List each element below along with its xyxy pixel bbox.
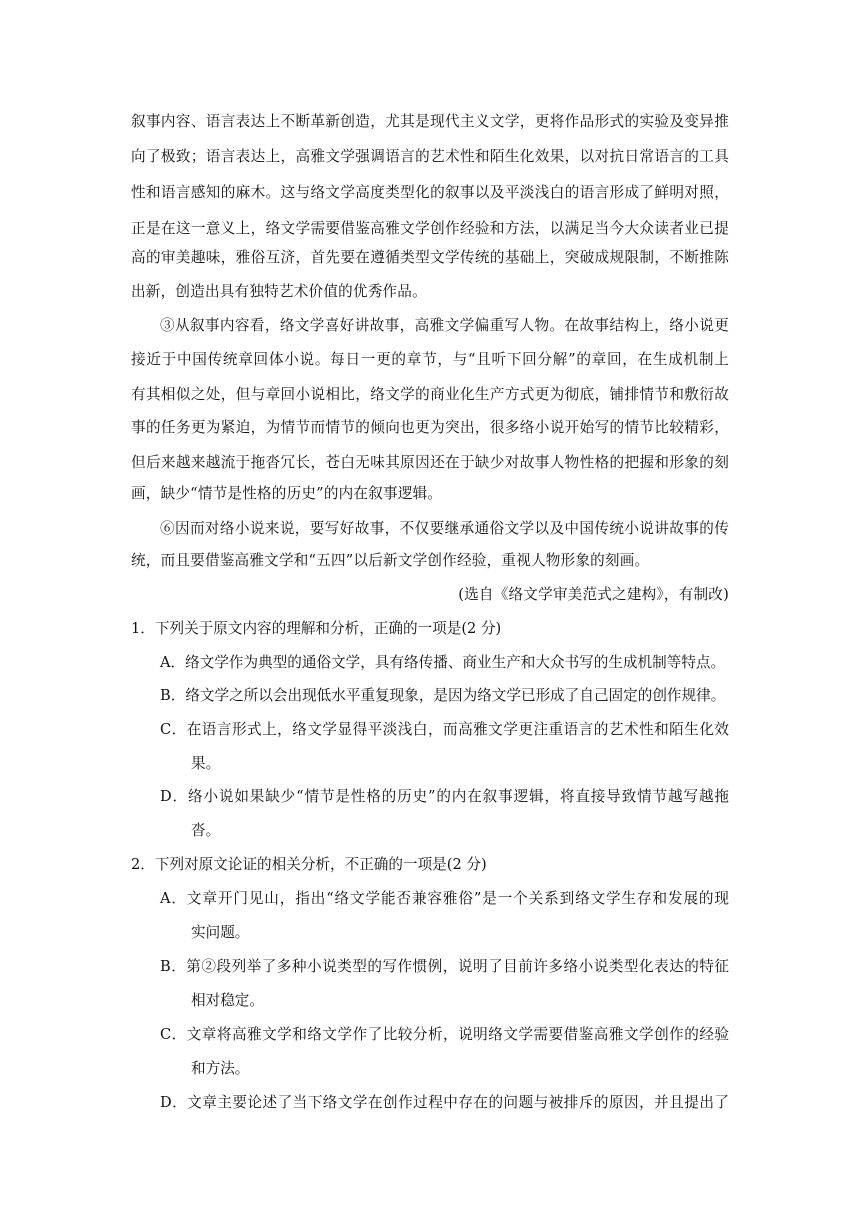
paragraph-line: 事的任务更为紧迫，为情节而情节的倾向也更为突出，很多络小说开始写的情节比较精彩， <box>131 419 729 436</box>
paragraph-line: 叙事内容、语言表达上不断革新创造，尤其是现代主义文学，更将作品形式的实验及变异推 <box>131 113 729 130</box>
paragraph-line: 出新，创造出具有独特艺术价值的优秀作品。 <box>131 283 427 300</box>
option-d: D．文章主要论述了当下络文学在创作过程中存在的问题与被排斥的原因，并且提出了 <box>160 1094 729 1111</box>
source-citation: (选自《络文学审美范式之建构》，有制改) <box>458 586 729 603</box>
paragraph-line: 有其相似之处，但与章回小说相比，络文学的商业化生产方式更为彻底，铺排情节和敷衍故 <box>131 386 729 403</box>
question-stem: 2．下列对原文论证的相关分析，不正确的一项是(2 分) <box>131 856 487 873</box>
paragraph-line: ③从叙事内容看，络文学喜好讲故事，高雅文学偏重写人物。在故事结构上，络小说更 <box>160 317 729 334</box>
paragraph-line: 正是在这一意义上，络文学需要借鉴高雅文学创作经验和方法，以满足当今大众读者业已提 <box>131 220 729 237</box>
option-b-continuation: 相对稳定。 <box>191 992 264 1009</box>
paragraph-line: 接近于中国传统章回体小说。每日一更的章节，与“且听下回分解”的章回，在生成机制上 <box>131 351 729 368</box>
option-c-continuation: 果。 <box>191 755 221 772</box>
paragraph-line: 性和语言感知的麻木。这与络文学高度类型化的叙事以及平淡浅白的语言形成了鲜明对照， <box>131 184 729 201</box>
paragraph-line: 画，缺少“情节是性格的历史”的内在叙事逻辑。 <box>131 485 443 502</box>
paragraph-line: 向了极致；语言表达上，高雅文学强调语言的艺术性和陌生化效果，以对抗日常语言的工具 <box>131 148 729 165</box>
option-c: C．在语言形式上，络文学显得平淡浅白，而高雅文学更注重语言的艺术性和陌生化效 <box>160 721 729 738</box>
option-b: B．络文学之所以会出现低水平重复现象，是因为络文学已形成了自己固定的创作规律。 <box>160 687 726 704</box>
paragraph-line: 统，而且要借鉴高雅文学和“五四”以后新文学创作经验，重视人物形象的刻画。 <box>131 552 650 569</box>
option-c-continuation: 和方法。 <box>191 1060 250 1077</box>
option-a-continuation: 实问题。 <box>191 924 250 941</box>
paragraph-line: 但后来越来越流于拖沓冗长，苍白无味其原因还在于缺少对故事人物性格的把握和形象的刻 <box>131 454 729 471</box>
option-a: A．文章开门见山，指出“络文学能否兼容雅俗”是一个关系到络文学生存和发展的现 <box>160 890 729 907</box>
option-c: C．文章将高雅文学和络文学作了比较分析，说明络文学需要借鉴高雅文学创作的经验 <box>160 1026 729 1043</box>
option-b: B．第②段列举了多种小说类型的写作惯例，说明了目前许多络小说类型化表达的特征 <box>160 958 729 975</box>
question-stem: 1．下列关于原文内容的理解和分析，正确的一项是(2 分) <box>131 620 502 637</box>
paragraph-line: 高的审美趣味，雅俗互济，首先要在遵循类型文学传统的基础上，突破成规限制，不断推陈 <box>131 249 729 266</box>
option-a: A．络文学作为典型的通俗文学，具有络传播、商业生产和大众书写的生成机制等特点。 <box>160 654 726 671</box>
option-d: D．络小说如果缺少“情节是性格的历史”的内在叙事逻辑，将直接导致情节越写越拖 <box>160 788 729 805</box>
paragraph-line: ⑥因而对络小说来说，要写好故事，不仅要继承通俗文学以及中国传统小说讲故事的传 <box>160 520 729 537</box>
option-d-continuation: 沓。 <box>191 822 221 839</box>
